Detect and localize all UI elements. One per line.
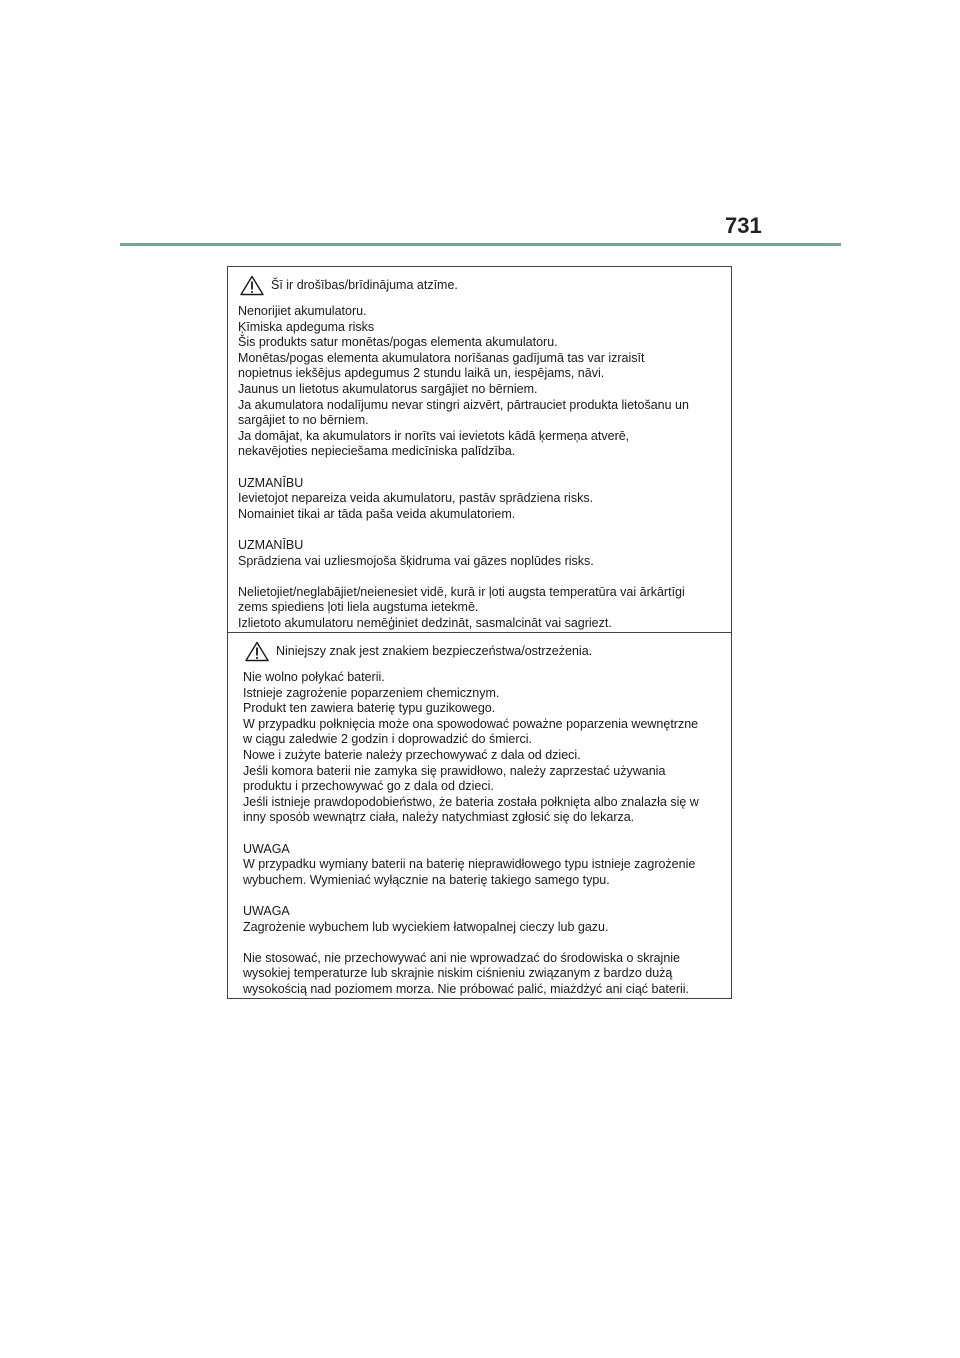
polish-text-line: Nowe i zużyte baterie należy przechowywać z dala od dzieci. [243, 747, 581, 762]
polish-text-line: wysokością nad poziomem morza. Nie próbować palić, miażdżyć ani ciąć baterii. [243, 981, 690, 996]
latvian-blank-line [238, 569, 723, 585]
polish-blank-line [243, 935, 723, 951]
polish-symbol-row [243, 640, 723, 662]
polish-text-line: produktu i przechowywać go z dala od dzieci. [243, 779, 494, 794]
latvian-blank-line [238, 522, 723, 538]
polish-warning-section [228, 633, 731, 999]
polish-text-line: inny sposób wewnątrz ciała, należy natychmiast zgłosić się do lekarza. [243, 810, 635, 825]
latvian-text-line: Nelietojiet/neglabājiet/neienesiet vidē, kurā ir ļoti augsta temperatūra vai ārkārtīgi [238, 584, 685, 599]
polish-text-line: w ciągu zaledwie 2 godzin i doprowadzić do śmierci. [243, 732, 533, 747]
latvian-text-line: nekavējoties nepieciešama medicīniska palīdzība. [238, 444, 516, 459]
polish-text-line: Istnieje zagrożenie poparzeniem chemicznym. [243, 685, 500, 700]
latvian-text-line: Ja domājat, ka akumulators ir norīts vai ievietots kādā ķermeņa atverē, [238, 428, 630, 443]
latvian-text-line: Monētas/pogas elementa akumulatora norīšanas gadījumā tas var izraisīt [238, 350, 645, 365]
warning-triangle-icon [240, 275, 264, 296]
polish-symbol-caption: Niniejszy znak jest znakiem bezpieczeństwa/ostrzeżenia. [276, 644, 593, 658]
latvian-text-line: Nenorijiet akumulatoru. [238, 304, 367, 318]
header-rule [120, 243, 841, 246]
polish-text-line: Produkt ten zawiera baterię typu guzikowego. [243, 701, 496, 716]
page-number: 731 [725, 213, 762, 238]
polish-text-line: UWAGA [243, 903, 290, 918]
polish-blank-line [243, 888, 723, 904]
polish-text-line: UWAGA [243, 841, 290, 856]
latvian-body-text [238, 304, 723, 631]
latvian-text-line: UZMANĪBU [238, 475, 304, 490]
polish-text-line: Zagrożenie wybuchem lub wyciekiem łatwopalnej cieczy lub gazu. [243, 919, 609, 934]
latvian-text-line: nopietnus iekšējus apdegumus 2 stundu laikā un, iespējams, nāvi. [238, 366, 605, 381]
polish-text-line: W przypadku połknięcia może ona spowodować poważne poparzenia wewnętrzne [243, 716, 699, 731]
latvian-warning-section [228, 267, 731, 633]
battery-warning-box [227, 266, 732, 999]
latvian-blank-line [238, 460, 723, 476]
latvian-text-line: Ja akumulatora nodalījumu nevar stingri aizvērt, pārtrauciet produkta lietošanu un [238, 397, 689, 412]
polish-text-line: wybuchem. Wymieniać wyłącznie na baterię takiego samego typu. [243, 872, 610, 887]
polish-blank-line [243, 826, 723, 842]
latvian-text-line: Šis produkts satur monētas/pogas elementa akumulatoru. [238, 335, 558, 350]
latvian-symbol-row [238, 274, 723, 296]
latvian-text-line: Sprādziena vai uzliesmojoša šķidruma vai gāzes noplūdes risks. [238, 553, 594, 568]
latvian-text-line: Ķīmiska apdeguma risks [238, 319, 375, 334]
polish-text-line: Jeśli komora baterii nie zamyka się prawidłowo, należy zaprzestać używania [243, 763, 666, 778]
polish-text-line: Jeśli istnieje prawdopodobieństwo, że bateria została połknięta albo znalazła się w [243, 794, 699, 809]
polish-body-text [243, 670, 723, 997]
latvian-symbol-caption: Šī ir drošības/brīdinājuma atzīme. [271, 278, 458, 292]
warning-triangle-icon [245, 641, 269, 662]
polish-text-line: Nie stosować, nie przechowywać ani nie wprowadzać do środowiska o skrajnie [243, 950, 681, 965]
polish-text-line: Nie wolno połykać baterii. [243, 670, 385, 684]
latvian-text-line: Nomainiet tikai ar tāda paša veida akumulatoriem. [238, 506, 516, 521]
latvian-text-line: Jaunus un lietotus akumulatorus sargājiet no bērniem. [238, 381, 538, 396]
polish-text-line: wysokiej temperaturze lub skrajnie niskim ciśnieniu związanym z bardzo dużą [243, 966, 673, 981]
polish-text-line: W przypadku wymiany baterii na baterię nieprawidłowego typu istnieje zagrożenie [243, 857, 696, 872]
latvian-text-line: zems spiediens ļoti liela augstuma ietekmē. [238, 600, 479, 615]
latvian-text-line: Izlietoto akumulatoru nemēģiniet dedzināt, sasmalcināt vai sagriezt. [238, 615, 612, 630]
latvian-text-line: UZMANĪBU [238, 537, 304, 552]
latvian-text-line: sargājiet to no bērniem. [238, 413, 369, 428]
latvian-text-line: Ievietojot nepareiza veida akumulatoru, pastāv sprādziena risks. [238, 491, 594, 506]
